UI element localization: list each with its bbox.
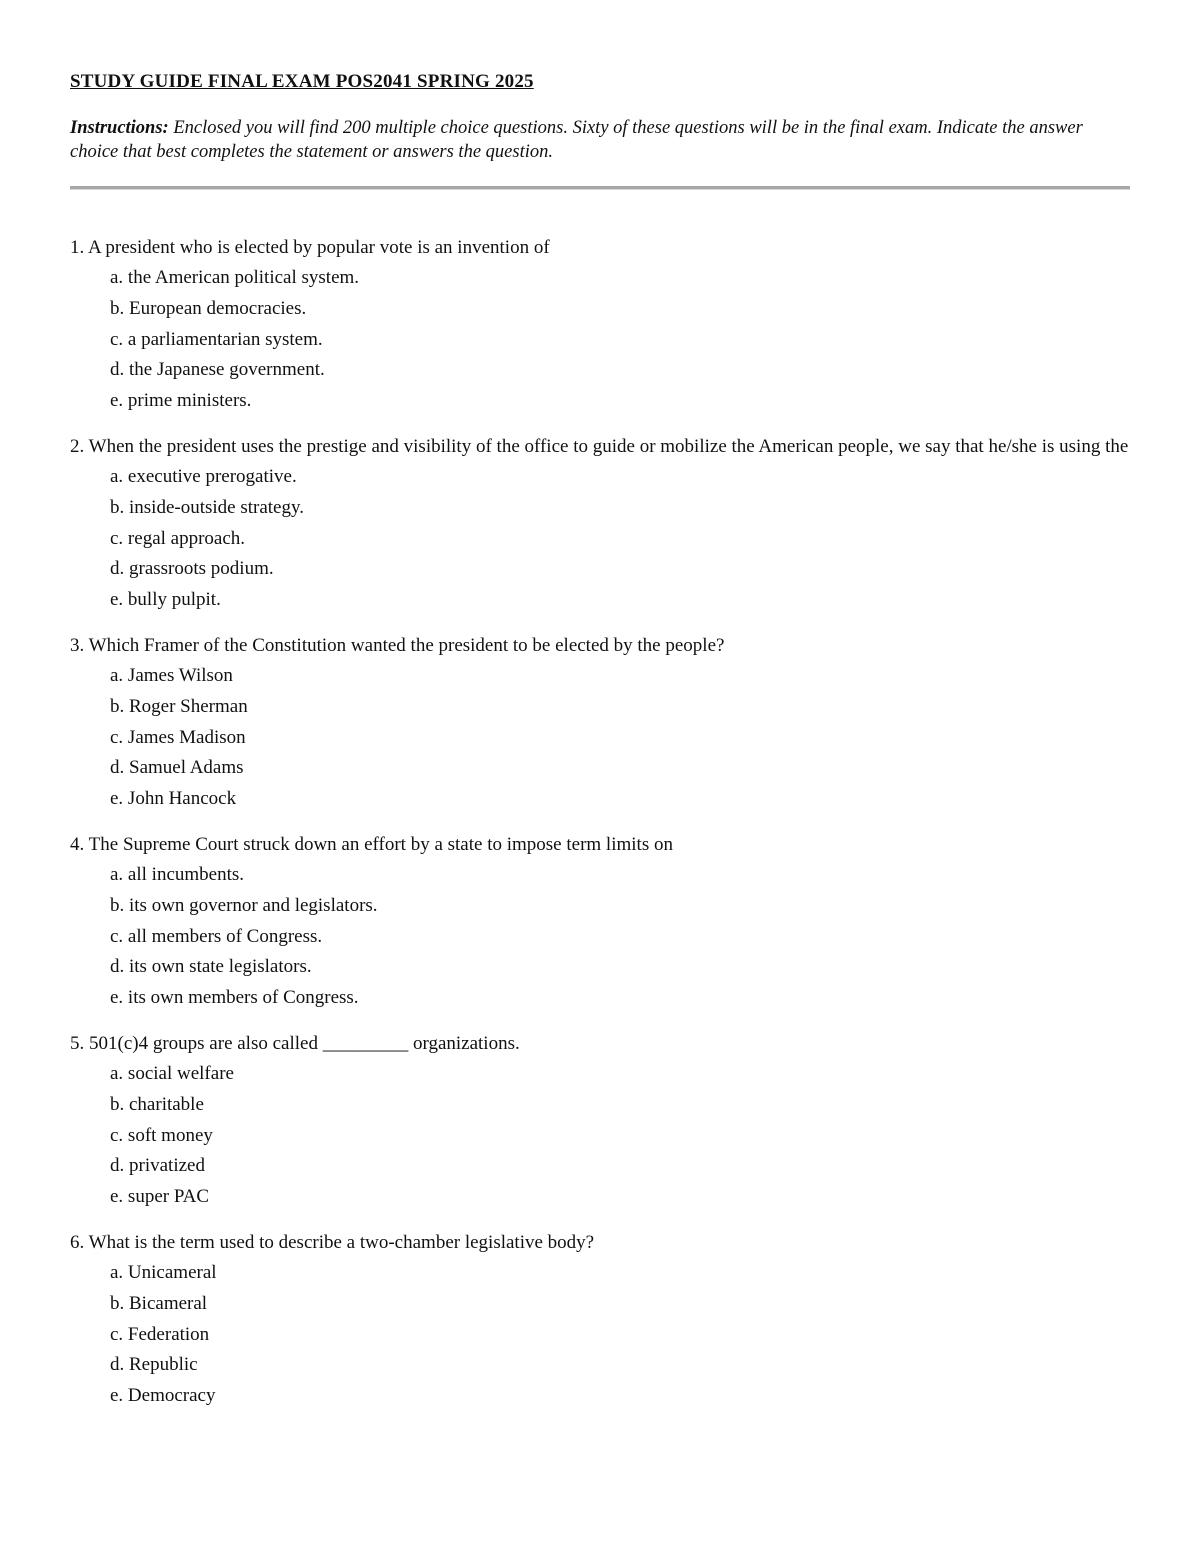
answer-option-b: b. Roger Sherman [110, 695, 248, 717]
answer-option-e: e. Democracy [110, 1385, 216, 1407]
answer-options [70, 1059, 1130, 1213]
answer-option-c: c. all members of Congress. [110, 925, 323, 947]
answer-option-a: a. Unicameral [110, 1261, 217, 1283]
answer-option-d: d. its own state legislators. [110, 956, 312, 978]
answer-option-d: d. the Japanese government. [110, 359, 325, 381]
answer-option-b: b. European democracies. [110, 297, 307, 319]
question-stem: 6. What is the term used to describe a two-chamber legislative body? [70, 1231, 595, 1253]
answer-option-a: a. executive prerogative. [110, 465, 297, 487]
instructions [70, 116, 1130, 164]
answer-option-e: e. bully pulpit. [110, 589, 221, 611]
question-1 [70, 235, 1130, 417]
instructions-text: Enclosed you will find 200 multiple choice questions. Sixty of these questions will be in the final exam. Indicate the answer choice that best completes the statement or answers the question. [70, 118, 1083, 162]
question-stem: 1. A president who is elected by popular vote is an invention of [70, 237, 550, 258]
answer-option-d: d. grassroots podium. [110, 558, 274, 580]
answer-option-a: a. social welfare [110, 1062, 234, 1084]
answer-option-e: e. John Hancock [110, 788, 237, 810]
question-list [70, 235, 1130, 1412]
answer-option-c: c. James Madison [110, 726, 246, 748]
answer-option-a: a. all incumbents. [110, 863, 245, 885]
question-5 [70, 1031, 1130, 1213]
document-title: STUDY GUIDE FINAL EXAM POS2041 SPRING 2025 [70, 71, 534, 92]
answer-option-e: e. prime ministers. [110, 390, 252, 412]
answer-option-c: c. regal approach. [110, 527, 246, 549]
question-2 [70, 434, 1130, 616]
question-6 [70, 1230, 1130, 1412]
answer-option-a: a. James Wilson [110, 664, 233, 686]
answer-option-d: d. Samuel Adams [110, 757, 244, 779]
answer-option-c: c. soft money [110, 1124, 213, 1146]
horizontal-rule [70, 186, 1130, 190]
answer-option-e: e. super PAC [110, 1186, 210, 1208]
question-stem: 2. When the president uses the prestige and visibility of the office to guide or mobilize the American people, we say that he/she is using the [70, 435, 1129, 457]
answer-option-e: e. its own members of Congress. [110, 987, 359, 1009]
answer-option-b: b. charitable [110, 1093, 204, 1115]
question-stem: 4. The Supreme Court struck down an effort by a state to impose term limits on [70, 833, 673, 855]
instructions-label: Instructions: [70, 118, 169, 138]
answer-option-c: c. a parliamentarian system. [110, 328, 323, 350]
answer-options [70, 661, 1130, 815]
answer-option-d: d. Republic [110, 1354, 198, 1376]
answer-option-b: b. Bicameral [110, 1292, 208, 1314]
answer-options [70, 462, 1130, 616]
document-page [70, 70, 1130, 1429]
answer-option-a: a. the American political system. [110, 267, 360, 288]
question-4 [70, 832, 1130, 1014]
question-stem: 3. Which Framer of the Constitution wanted the president to be elected by the people? [70, 634, 725, 656]
question-3 [70, 633, 1130, 815]
answer-options [70, 1258, 1130, 1412]
answer-option-b: b. its own governor and legislators. [110, 894, 378, 916]
answer-option-d: d. privatized [110, 1155, 205, 1177]
answer-options [70, 263, 1130, 417]
answer-options [70, 860, 1130, 1014]
answer-option-b: b. inside-outside strategy. [110, 496, 305, 518]
answer-option-c: c. Federation [110, 1323, 210, 1345]
question-stem: 5. 501(c)4 groups are also called _________ organizations. [70, 1032, 520, 1054]
